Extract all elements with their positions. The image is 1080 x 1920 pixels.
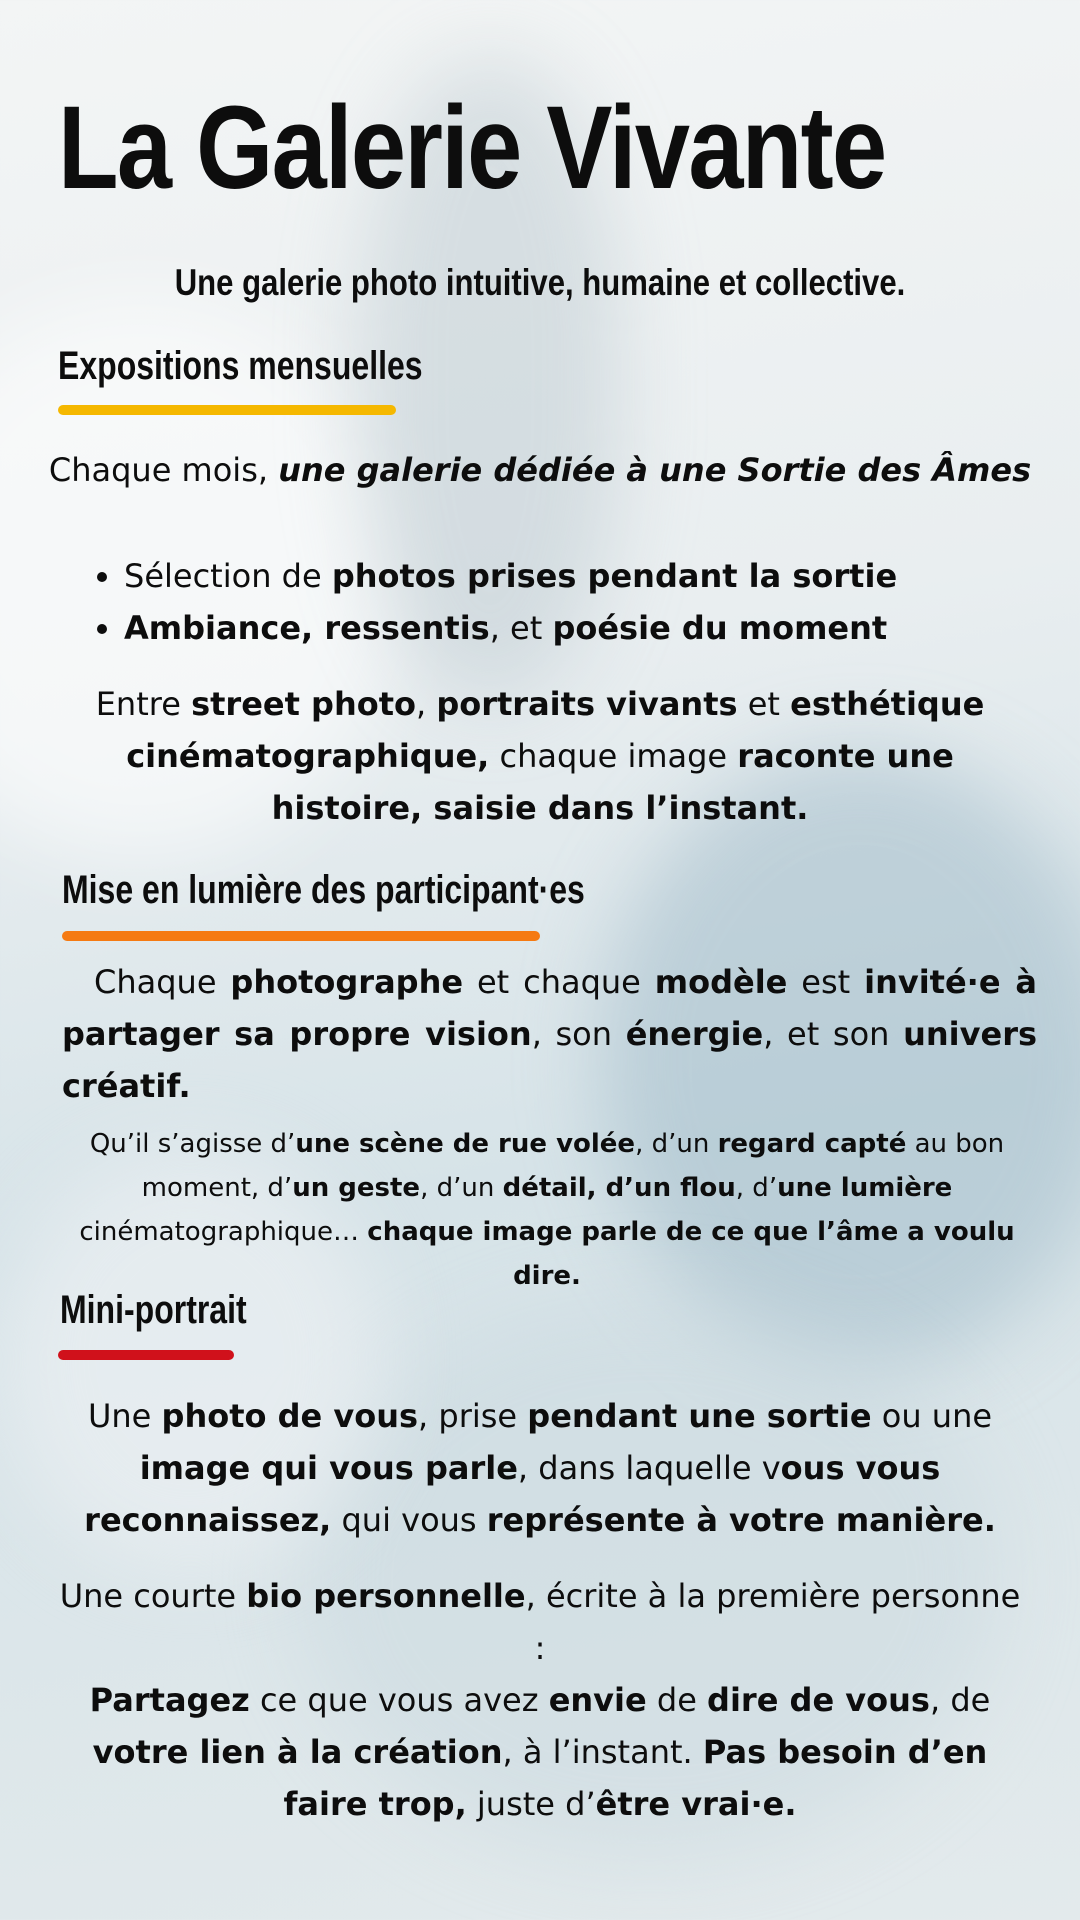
expositions-intro: Chaque mois, une galerie dédiée à une Sortie des Âmes (48, 451, 1032, 489)
participants-paragraph-1: Chaque photographe et chaque modèle est invité·e à partager sa propre vision, son énergie, et son univers créatif. (62, 963, 1038, 1105)
list-item: • Ambiance, ressentis, et poésie du moment (124, 602, 1080, 654)
heading-underline-yellow (58, 405, 396, 415)
section-heading-mini-portrait: Mini-portrait (60, 1288, 247, 1332)
mini-portrait-paragraph-2: Une courte bio personnelle, écrite à la première personne : Partagez ce que vous avez envie de dire de vous, de votre lien à la création, à l’instant. Pas besoin d’en faire trop, juste d’être vrai·e. (59, 1577, 1021, 1823)
page-title: La Galerie Vivante (58, 82, 886, 214)
mini-portrait-paragraph-1: Une photo de vous, prise pendant une sortie ou une image qui vous parle, dans laquelle vous vous reconnaissez, qui vous représente à votre manière. (84, 1397, 996, 1539)
page-subtitle: Une galerie photo intuitive, humaine et collective. (174, 262, 906, 303)
participants-paragraph-2: Qu’il s’agisse d’une scène de rue volée, d’un regard capté au bon moment, d’un geste, d’un détail, d’un flou, d’une lumière cinématographique… chaque image parle de ce que l’âme a voulu dire. (79, 1129, 1015, 1291)
section-heading-participants: Mise en lumière des participant·es (62, 868, 585, 912)
heading-underline-orange (62, 931, 540, 941)
list-item: • Sélection de photos prises pendant la sortie (124, 550, 1080, 602)
expositions-list (60, 550, 1080, 654)
heading-underline-red (58, 1350, 234, 1360)
section-heading-expositions: Expositions mensuelles (58, 344, 423, 388)
expositions-paragraph: Entre street photo, portraits vivants et esthétique cinématographique, chaque image raconte une histoire, saisie dans l’instant. (95, 685, 985, 827)
